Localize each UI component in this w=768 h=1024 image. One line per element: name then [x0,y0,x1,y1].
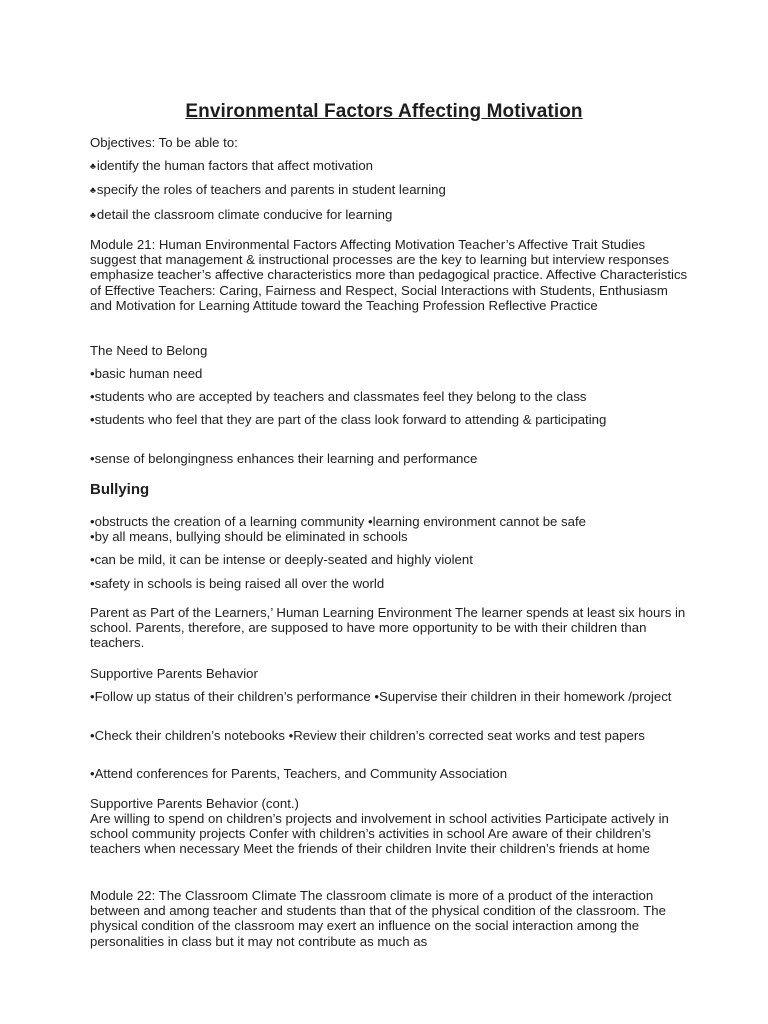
module-21-paragraph: Module 21: Human Environmental Factors Affecting Motivation Teacher’s Affective Trait Studies suggest that management & instructional processes are the key to learning but interview responses emphasize teacher’s affective characteristics more than pedagogical practice. Affective Characteristics of Effective Teachers: Caring, Fairness and Respect, Social Interactions with Students, Enthusiasm and Motivation for Learning Attitude toward the Teaching Profession Reflective Practice [90,237,688,313]
bullying-heading: Bullying [90,481,150,498]
bullying-item-2: •can be mild, it can be intense or deeply-seated and highly violent [90,552,473,567]
supportive-item-2: •Check their children’s notebooks •Review their children’s corrected seat works and test papers [90,728,645,743]
supportive-item-3: •Attend conferences for Parents, Teachers, and Community Association [90,766,508,781]
belong-item-3: •students who feel that they are part of the class look forward to attending & participating [90,412,607,427]
club-bullet-icon: ♣ [90,210,96,220]
objectives-intro: Objectives: To be able to: [90,135,238,150]
bullying-item-3: •safety in schools is being raised all over the world [90,576,385,591]
belong-item-1: •basic human need [90,366,203,381]
supportive-cont-paragraph: Are willing to spend on children’s projects and involvement in school activities Participate actively in school community projects Confer with children’s activities in school Are aware of their children’s teachers when necessary Meet the friends of their children Invite their children’s friends at home [90,811,669,857]
supportive-item-1: •Follow up status of their children’s performance •Supervise their children in their homework /project [90,689,672,704]
objective-item-3 [90,207,690,224]
document-title: Environmental Factors Affecting Motivation [185,101,583,122]
objective-item-2 [90,182,690,199]
belong-item-2: •students who are accepted by teachers and classmates feel they belong to the class [90,389,587,404]
objective-text: specify the roles of teachers and parents in student learning [96,182,446,197]
supportive-heading: Supportive Parents Behavior [90,666,258,681]
club-bullet-icon: ♣ [90,161,96,171]
supportive-cont-heading: Supportive Parents Behavior (cont.) [90,796,299,811]
module-22-paragraph: Module 22: The Classroom Climate The classroom climate is more of a product of the interaction between and among teacher and students than that of the physical condition of the classroom. The physical condition of the classroom may exert an influence on the social interaction among the personalities in class but it may not contribute as much as [90,888,666,949]
objective-text: detail the classroom climate conducive for learning [96,207,393,222]
club-bullet-icon: ♣ [90,185,96,195]
bullying-item-1: •obstructs the creation of a learning community •learning environment cannot be safe •by all means, bullying should be eliminated in schools [90,514,586,545]
objective-text: identify the human factors that affect motivation [96,158,374,173]
parent-paragraph: Parent as Part of the Learners,’ Human Learning Environment The learner spends at least six hours in school. Parents, therefore, are supposed to have more opportunity to be with their children than teachers. [90,605,686,651]
belong-item-4: •sense of belongingness enhances their learning and performance [90,451,478,466]
objective-item-1 [90,158,690,175]
belong-heading: The Need to Belong [90,343,208,358]
